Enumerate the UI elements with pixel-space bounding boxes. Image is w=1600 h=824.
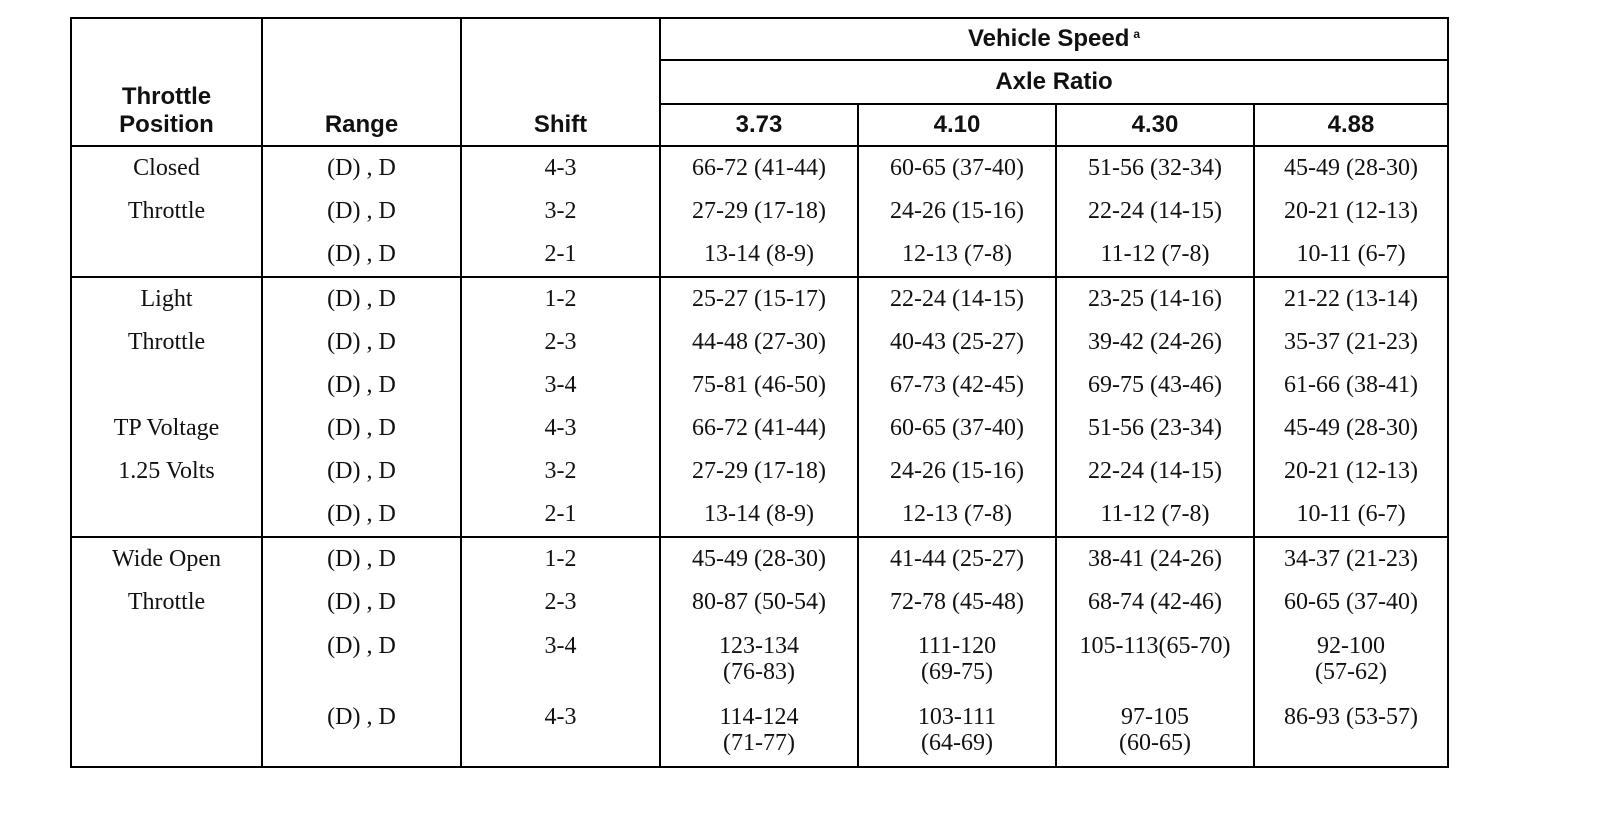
shift-speed-table bbox=[70, 17, 1449, 768]
ratio-header-4-10: 4.10 bbox=[858, 104, 1056, 146]
speed-cell: 39-42 (24-26) bbox=[1056, 321, 1254, 364]
range-cell: (D) , D bbox=[262, 450, 461, 493]
speed-cell: 97-105 (60-65) bbox=[1056, 695, 1254, 767]
table-row bbox=[71, 146, 1448, 190]
range-cell: (D) , D bbox=[262, 233, 461, 277]
range-header: Range bbox=[262, 18, 461, 146]
throttle-position-header bbox=[71, 18, 262, 146]
table-row bbox=[71, 624, 1448, 695]
speed-cell: 61-66 (38-41) bbox=[1254, 364, 1448, 407]
table-row bbox=[71, 233, 1448, 277]
vehicle-speed-header bbox=[660, 18, 1448, 60]
axle-ratio-header: Axle Ratio bbox=[660, 60, 1448, 104]
speed-cell: 40-43 (25-27) bbox=[858, 321, 1056, 364]
speed-cell: 11-12 (7-8) bbox=[1056, 493, 1254, 537]
throttle-position-cell bbox=[71, 364, 262, 407]
shift-cell: 3-2 bbox=[461, 190, 660, 233]
speed-cell: 35-37 (21-23) bbox=[1254, 321, 1448, 364]
speed-cell: 92-100 (57-62) bbox=[1254, 624, 1448, 695]
throttle-position-cell: Throttle bbox=[71, 190, 262, 233]
speed-cell: 21-22 (13-14) bbox=[1254, 277, 1448, 321]
speed-cell: 10-11 (6-7) bbox=[1254, 493, 1448, 537]
speed-cell: 38-41 (24-26) bbox=[1056, 537, 1254, 581]
table-row bbox=[71, 493, 1448, 537]
throttle-position-cell: Throttle bbox=[71, 581, 262, 624]
table-row bbox=[71, 277, 1448, 321]
speed-cell: 66-72 (41-44) bbox=[660, 146, 858, 190]
speed-cell: 75-81 (46-50) bbox=[660, 364, 858, 407]
range-cell: (D) , D bbox=[262, 190, 461, 233]
throttle-position-cell: Light bbox=[71, 277, 262, 321]
throttle-position-cell bbox=[71, 695, 262, 767]
shift-header: Shift bbox=[461, 18, 660, 146]
speed-cell: 60-65 (37-40) bbox=[858, 146, 1056, 190]
speed-cell: 13-14 (8-9) bbox=[660, 493, 858, 537]
speed-cell: 22-24 (14-15) bbox=[1056, 450, 1254, 493]
speed-cell: 23-25 (14-16) bbox=[1056, 277, 1254, 321]
vehicle-speed-footnote-mark: a bbox=[1133, 27, 1141, 41]
shift-cell: 3-2 bbox=[461, 450, 660, 493]
range-cell: (D) , D bbox=[262, 537, 461, 581]
throttle-position-cell: Throttle bbox=[71, 321, 262, 364]
range-cell: (D) , D bbox=[262, 407, 461, 450]
speed-cell: 45-49 (28-30) bbox=[660, 537, 858, 581]
speed-cell: 20-21 (12-13) bbox=[1254, 450, 1448, 493]
speed-cell: 24-26 (15-16) bbox=[858, 450, 1056, 493]
throttle-header-line2: Position bbox=[119, 111, 214, 138]
speed-cell: 12-13 (7-8) bbox=[858, 493, 1056, 537]
speed-cell: 10-11 (6-7) bbox=[1254, 233, 1448, 277]
speed-cell: 114-124 (71-77) bbox=[660, 695, 858, 767]
shift-cell: 4-3 bbox=[461, 695, 660, 767]
table-row bbox=[71, 407, 1448, 450]
vehicle-speed-label: Vehicle Speed bbox=[967, 25, 1130, 52]
speed-cell: 103-111 (64-69) bbox=[858, 695, 1056, 767]
table-row bbox=[71, 364, 1448, 407]
throttle-position-cell bbox=[71, 493, 262, 537]
range-cell: (D) , D bbox=[262, 364, 461, 407]
throttle-position-cell bbox=[71, 624, 262, 695]
speed-cell: 45-49 (28-30) bbox=[1254, 407, 1448, 450]
speed-cell: 86-93 (53-57) bbox=[1254, 695, 1448, 767]
table-row bbox=[71, 581, 1448, 624]
shift-cell: 1-2 bbox=[461, 537, 660, 581]
speed-cell: 51-56 (23-34) bbox=[1056, 407, 1254, 450]
speed-cell: 44-48 (27-30) bbox=[660, 321, 858, 364]
throttle-position-cell bbox=[71, 233, 262, 277]
speed-cell: 22-24 (14-15) bbox=[858, 277, 1056, 321]
speed-cell: 67-73 (42-45) bbox=[858, 364, 1056, 407]
table-row bbox=[71, 695, 1448, 767]
range-cell: (D) , D bbox=[262, 146, 461, 190]
speed-cell: 34-37 (21-23) bbox=[1254, 537, 1448, 581]
throttle-position-cell: Closed bbox=[71, 146, 262, 190]
shift-cell: 3-4 bbox=[461, 364, 660, 407]
speed-cell: 66-72 (41-44) bbox=[660, 407, 858, 450]
throttle-position-cell: TP Voltage bbox=[71, 407, 262, 450]
speed-cell: 12-13 (7-8) bbox=[858, 233, 1056, 277]
speed-cell: 27-29 (17-18) bbox=[660, 450, 858, 493]
shift-cell: 2-1 bbox=[461, 493, 660, 537]
speed-cell: 45-49 (28-30) bbox=[1254, 146, 1448, 190]
speed-cell: 41-44 (25-27) bbox=[858, 537, 1056, 581]
shift-cell: 4-3 bbox=[461, 407, 660, 450]
ratio-header-4-88: 4.88 bbox=[1254, 104, 1448, 146]
table-body bbox=[71, 146, 1448, 767]
speed-cell: 80-87 (50-54) bbox=[660, 581, 858, 624]
table-row bbox=[71, 537, 1448, 581]
ratio-header-4-30: 4.30 bbox=[1056, 104, 1254, 146]
speed-cell: 68-74 (42-46) bbox=[1056, 581, 1254, 624]
range-cell: (D) , D bbox=[262, 581, 461, 624]
throttle-position-cell: 1.25 Volts bbox=[71, 450, 262, 493]
speed-cell: 13-14 (8-9) bbox=[660, 233, 858, 277]
speed-cell: 123-134 (76-83) bbox=[660, 624, 858, 695]
speed-cell: 25-27 (15-17) bbox=[660, 277, 858, 321]
range-cell: (D) , D bbox=[262, 493, 461, 537]
speed-cell: 11-12 (7-8) bbox=[1056, 233, 1254, 277]
speed-cell: 111-120 (69-75) bbox=[858, 624, 1056, 695]
throttle-position-cell: Wide Open bbox=[71, 537, 262, 581]
shift-cell: 2-3 bbox=[461, 321, 660, 364]
speed-cell: 22-24 (14-15) bbox=[1056, 190, 1254, 233]
table-row bbox=[71, 321, 1448, 364]
range-cell: (D) , D bbox=[262, 277, 461, 321]
speed-cell: 60-65 (37-40) bbox=[858, 407, 1056, 450]
range-cell: (D) , D bbox=[262, 624, 461, 695]
table-row bbox=[71, 190, 1448, 233]
speed-cell: 51-56 (32-34) bbox=[1056, 146, 1254, 190]
speed-cell: 20-21 (12-13) bbox=[1254, 190, 1448, 233]
speed-cell: 69-75 (43-46) bbox=[1056, 364, 1254, 407]
shift-cell: 3-4 bbox=[461, 624, 660, 695]
shift-cell: 4-3 bbox=[461, 146, 660, 190]
range-cell: (D) , D bbox=[262, 321, 461, 364]
ratio-header-3-73: 3.73 bbox=[660, 104, 858, 146]
shift-cell: 2-1 bbox=[461, 233, 660, 277]
table-row bbox=[71, 450, 1448, 493]
shift-cell: 1-2 bbox=[461, 277, 660, 321]
speed-cell: 105-113(65-70) bbox=[1056, 624, 1254, 695]
throttle-header-line1: Throttle bbox=[121, 83, 212, 110]
speed-cell: 72-78 (45-48) bbox=[858, 581, 1056, 624]
range-cell: (D) , D bbox=[262, 695, 461, 767]
shift-cell: 2-3 bbox=[461, 581, 660, 624]
speed-cell: 27-29 (17-18) bbox=[660, 190, 858, 233]
speed-cell: 24-26 (15-16) bbox=[858, 190, 1056, 233]
speed-cell: 60-65 (37-40) bbox=[1254, 581, 1448, 624]
